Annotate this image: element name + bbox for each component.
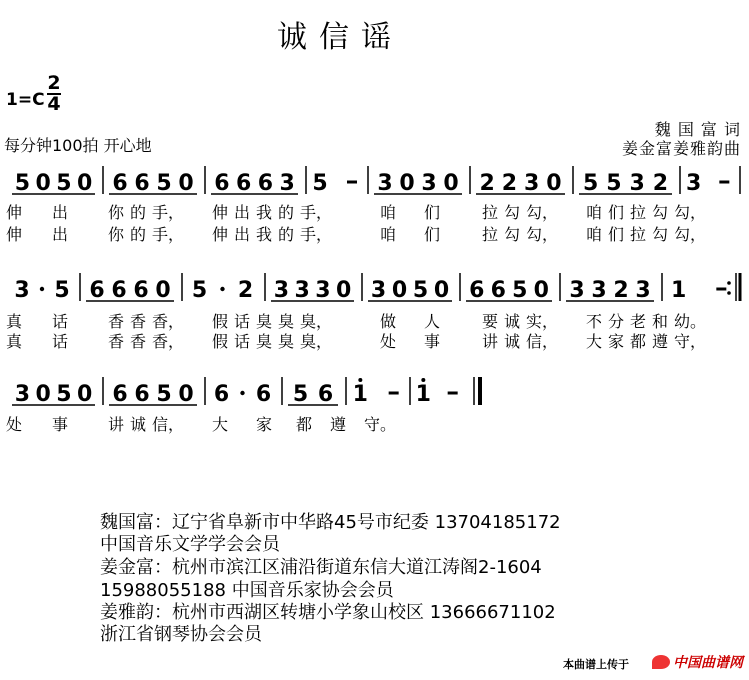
lyric-verse-1: 都 [296,415,313,434]
lyric-verse-2: 拉 [630,225,647,244]
lyric-verse-1: 臭， [300,312,333,331]
lyric-verse-2: 的 [130,225,147,244]
note: 0 [155,278,171,303]
note: 0 [335,278,352,303]
lyric-verse-1: 诚 [130,415,147,434]
lyric-verse-2: 大 [586,332,603,351]
lyric-verse-2: 们 [424,225,441,244]
note: 3 [315,278,331,303]
lyric-verse-1: 们 [608,203,625,222]
note: 0 [76,382,93,407]
note: 5 [156,382,172,407]
lyric-verse-2: 勾， [526,225,559,244]
note: 3 [370,278,387,303]
note: 3 [14,382,31,407]
note: 3 [686,171,702,196]
lyric-verse-1: 处 [6,415,23,434]
lyric-verse-2: 出 [52,225,69,244]
lyric-verse-1: 人 [424,312,441,331]
note: 0 [76,171,93,196]
lyric-verse-2: 臭， [300,332,333,351]
note: 3 [591,278,607,303]
note: 5 [412,278,429,303]
lyric-verse-1: 咱 [380,203,397,222]
note: 3 [273,278,290,303]
note: 1 [352,382,368,407]
note: 6 [134,171,150,196]
lyric-verse-1: 和 [652,312,669,331]
lyric-verse-1: 守。 [364,415,397,434]
lyric-verse-2: 我 [256,225,273,244]
lyric-verse-1: 伸 [6,203,23,222]
high-octave-dot [421,378,425,382]
note: 3 [523,171,540,196]
lyric-verse-2: 香， [152,332,185,351]
note: 5 [606,171,622,196]
dot [40,287,44,291]
composer-credit: 姜金富姜雅韵曲 [621,139,741,158]
contact-line-6: 浙江省钢琴协会会员 [100,624,262,645]
lyric-verse-1: 我 [256,203,273,222]
lyric-verse-1: 分 [608,312,625,331]
note: 6 [112,382,128,407]
note: 6 [255,382,272,407]
note: 1 [671,278,687,303]
note: 6 [317,382,334,407]
note: 3 [279,171,295,196]
lyric-verse-2: 假 [212,332,229,351]
lyric-verse-1: 香， [152,312,185,331]
lyric-verse-1: 手， [300,203,333,222]
note: 6 [213,382,230,407]
note: 5 [292,382,309,407]
note: 5 [56,171,72,196]
lyric-verse-1: 臭 [256,312,273,331]
lyric-verse-2: 诚 [504,332,521,351]
upload-notice: 本曲谱上传于 [563,658,629,671]
contact-line-2: 中国音乐文学学会会员 [100,534,280,555]
note: 5 [512,278,528,303]
note: 0 [433,278,450,303]
note: 6 [214,171,230,196]
lyric-verse-1: 的 [278,203,295,222]
note: 3 [635,278,651,303]
lyric-verse-1: 假 [212,312,229,331]
lyric-verse-2: 讲 [482,332,499,351]
lyric-verse-1: 信， [152,415,185,434]
lyric-verse-2: 手， [152,225,185,244]
dot [220,287,224,291]
lyric-verse-2: 臭 [278,332,295,351]
contact-line-3: 姜金富：杭州市滨江区浦沿街道东信大道江涛阁2-1604 [100,557,542,578]
lyric-verse-1: 遵 [330,415,347,434]
note: 0 [391,278,408,303]
note: 3 [421,171,437,196]
lyric-verse-2: 家 [608,332,625,351]
note: 0 [35,382,51,407]
note: 6 [89,278,105,303]
lyric-verse-2: 咱 [586,225,603,244]
lyric-verse-1: 话 [52,312,69,331]
lyric-verse-1: 拉 [630,203,647,222]
song-title: 诚信谣 [277,20,403,55]
logo-icon [652,655,670,669]
note: 6 [133,278,149,303]
lyric-verse-2: 勾， [674,225,707,244]
note: 2 [501,171,518,196]
note: 5 [56,382,72,407]
note: 2 [613,278,629,303]
note: 3 [294,278,310,303]
lyric-verse-1: 真 [6,312,23,331]
high-octave-dot [358,378,362,382]
lyric-verse-2: 臭 [256,332,273,351]
lyric-verse-2: 你 [108,225,125,244]
lyric-verse-2: 守， [674,332,707,351]
lyric-verse-1: 们 [424,203,441,222]
lyricist-credit: 魏 国 富 词 [654,120,741,139]
contact-line-4: 15988055188 中国音乐家协会会员 [100,580,394,601]
note: 5 [312,171,328,196]
note: 2 [479,171,495,196]
lyric-verse-1: 讲 [108,415,125,434]
repeat-dot [727,291,731,295]
lyric-verse-1: 实， [526,312,559,331]
note: 5 [156,171,172,196]
lyric-verse-1: 手， [152,203,185,222]
note: 5 [14,171,31,196]
site-name: 中国曲谱网 [673,655,743,671]
tempo-marking: 每分钟100拍 开心地 [4,136,152,155]
lyric-verse-2: 信， [526,332,559,351]
lyric-verse-1: 咱 [586,203,603,222]
lyric-verse-2: 事 [424,332,441,351]
lyric-verse-2: 伸 [212,225,229,244]
note: 0 [443,171,459,196]
lyric-verse-2: 出 [234,225,251,244]
lyric-verse-1: 家 [256,415,273,434]
lyric-verse-2: 都 [630,332,647,351]
repeat-dot [727,281,731,285]
lyric-verse-1: 你 [108,203,125,222]
lyric-verse-2: 们 [608,225,625,244]
lyric-verse-2: 咱 [380,225,397,244]
lyric-verse-2: 勾 [504,225,521,244]
lyric-verse-1: 老 [630,312,647,331]
note: 5 [54,278,70,303]
lyric-verse-1: 香 [130,312,147,331]
lyric-verse-2: 伸 [6,225,23,244]
note: 6 [112,171,128,196]
lyric-verse-1: 伸 [212,203,229,222]
site-logo[interactable] [652,652,743,672]
note: 3 [629,171,645,196]
note: 5 [582,171,599,196]
note: 2 [237,278,254,303]
time-signature-top: 2 [47,72,61,94]
lyric-verse-1: 香 [108,312,125,331]
note: 0 [533,278,549,303]
note: 3 [14,278,30,303]
lyric-verse-1: 出 [52,203,69,222]
lyric-verse-2: 遵 [652,332,669,351]
lyric-verse-2: 香 [130,332,147,351]
key-signature: 1=C [6,90,45,110]
lyric-verse-1: 要 [482,312,499,331]
note: 5 [191,278,208,303]
note: 0 [35,171,51,196]
lyric-verse-2: 勾 [652,225,669,244]
note: 3 [377,171,393,196]
note: 6 [134,382,150,407]
lyric-verse-1: 拉 [482,203,499,222]
lyric-verse-2: 处 [380,332,397,351]
note: 0 [178,382,194,407]
dot [240,391,244,395]
lyric-verse-1: 勾， [526,203,559,222]
lyric-verse-1: 的 [130,203,147,222]
lyric-verse-2: 手， [300,225,333,244]
lyric-verse-1: 事 [52,415,69,434]
lyric-verse-2: 的 [278,225,295,244]
note: 0 [546,171,562,196]
note: 6 [490,278,506,303]
lyric-verse-1: 幼。 [674,312,707,331]
lyric-verse-1: 勾， [674,203,707,222]
lyric-verse-2: 话 [52,332,69,351]
lyric-verse-1: 不 [586,312,603,331]
contact-line-1: 魏国富：辽宁省阜新市中华路45号市纪委 13704185172 [100,512,561,533]
note: 6 [235,171,252,196]
note: 3 [569,278,585,303]
note: 6 [111,278,127,303]
time-signature-bottom: 4 [47,93,61,115]
lyric-verse-1: 话 [234,312,251,331]
lyric-verse-1: 出 [234,203,251,222]
lyric-verse-2: 真 [6,332,23,351]
note: 6 [257,171,274,196]
note: 0 [399,171,415,196]
lyric-verse-1: 做 [380,312,397,331]
note: 1 [415,382,431,407]
lyric-verse-2: 拉 [482,225,499,244]
lyric-verse-1: 勾 [652,203,669,222]
note: 2 [652,171,669,196]
contact-line-5: 姜雅韵：杭州市西湖区转塘小学象山校区 13666671102 [100,602,556,623]
lyric-verse-1: 大 [212,415,229,434]
lyric-verse-2: 话 [234,332,251,351]
lyric-verse-1: 勾 [504,203,521,222]
note: 0 [178,171,194,196]
note: 6 [469,278,485,303]
lyric-verse-2: 香 [108,332,125,351]
lyric-verse-1: 诚 [504,312,521,331]
lyric-verse-1: 臭 [278,312,295,331]
